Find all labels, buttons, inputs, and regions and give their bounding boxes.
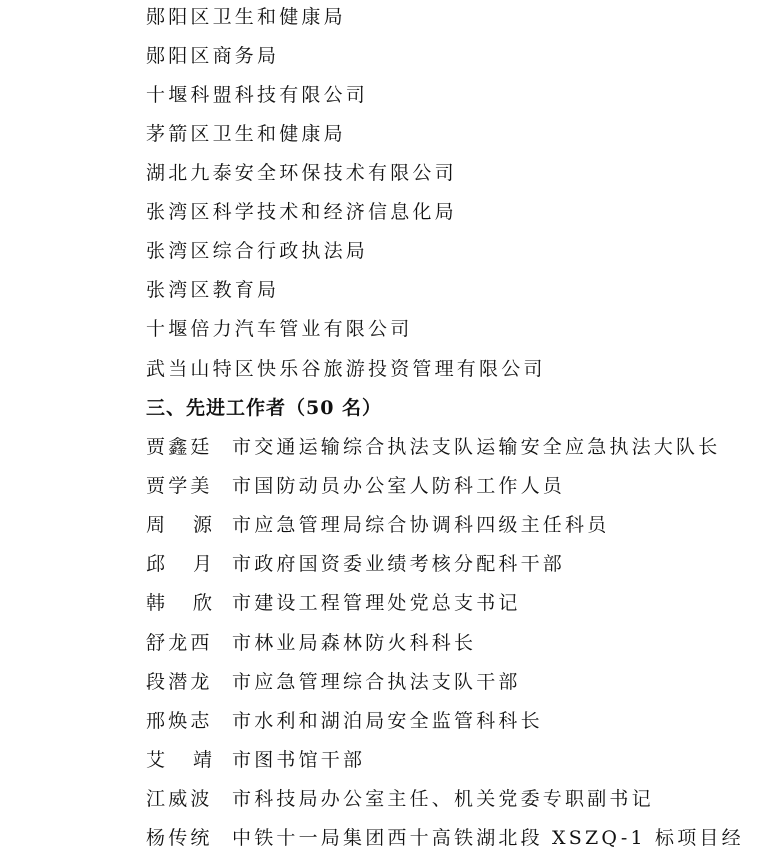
unit-item: 武当山特区快乐谷旅游投资管理有限公司 [146, 358, 546, 380]
unit-item: 茅箭区卫生和健康局 [146, 123, 346, 145]
worker-row [146, 710, 543, 732]
unit-item: 湖北九泰安全环保技术有限公司 [146, 162, 457, 184]
unit-item: 郧阳区商务局 [146, 45, 280, 67]
worker-name: 周源 [146, 514, 241, 536]
worker-name: 杨传统 [146, 827, 213, 849]
section-heading: 三、先进工作者（50 名） [146, 397, 383, 419]
worker-title: 市应急管理综合执法支队干部 [232, 671, 521, 693]
worker-row [146, 475, 565, 497]
worker-name: 段潜龙 [146, 671, 213, 693]
worker-name: 江威波 [146, 788, 213, 810]
worker-title: 市国防动员办公室人防科工作人员 [232, 475, 566, 497]
unit-item: 张湾区教育局 [146, 279, 280, 301]
unit-item: 郧阳区卫生和健康局 [146, 6, 346, 28]
worker-title: 市林业局森林防火科科长 [232, 632, 477, 654]
worker-name: 韩欣 [146, 592, 241, 614]
worker-row [146, 553, 565, 575]
worker-title: 市政府国资委业绩考核分配科干部 [232, 553, 566, 575]
unit-item: 十堰倍力汽车管业有限公司 [146, 318, 413, 340]
worker-row [146, 788, 654, 810]
worker-row [146, 749, 365, 771]
unit-item: 十堰科盟科技有限公司 [146, 84, 369, 106]
worker-title: 市应急管理局综合协调科四级主任科员 [232, 514, 610, 536]
worker-row [146, 514, 609, 536]
unit-item: 张湾区综合行政执法局 [146, 240, 369, 262]
worker-name: 邢焕志 [146, 710, 213, 732]
worker-title: 中铁十一局集团西十高铁湖北段 XSZQ-1 标项目经 [232, 827, 744, 849]
worker-row [146, 827, 744, 849]
worker-row [146, 592, 521, 614]
worker-name: 贾学美 [146, 475, 213, 497]
worker-name: 艾靖 [146, 749, 241, 771]
worker-row [146, 632, 476, 654]
worker-name: 贾鑫廷 [146, 436, 213, 458]
worker-title: 市建设工程管理处党总支书记 [232, 592, 521, 614]
worker-title: 市图书馆干部 [232, 749, 366, 771]
worker-title: 市科技局办公室主任、机关党委专职副书记 [232, 788, 654, 810]
worker-title: 市交通运输综合执法支队运输安全应急执法大队长 [232, 436, 721, 458]
worker-name: 舒龙西 [146, 632, 213, 654]
worker-title: 市水利和湖泊局安全监管科科长 [232, 710, 543, 732]
worker-name: 邱月 [146, 553, 241, 575]
worker-row [146, 436, 720, 458]
worker-row [146, 671, 521, 693]
unit-item: 张湾区科学技术和经济信息化局 [146, 201, 457, 223]
